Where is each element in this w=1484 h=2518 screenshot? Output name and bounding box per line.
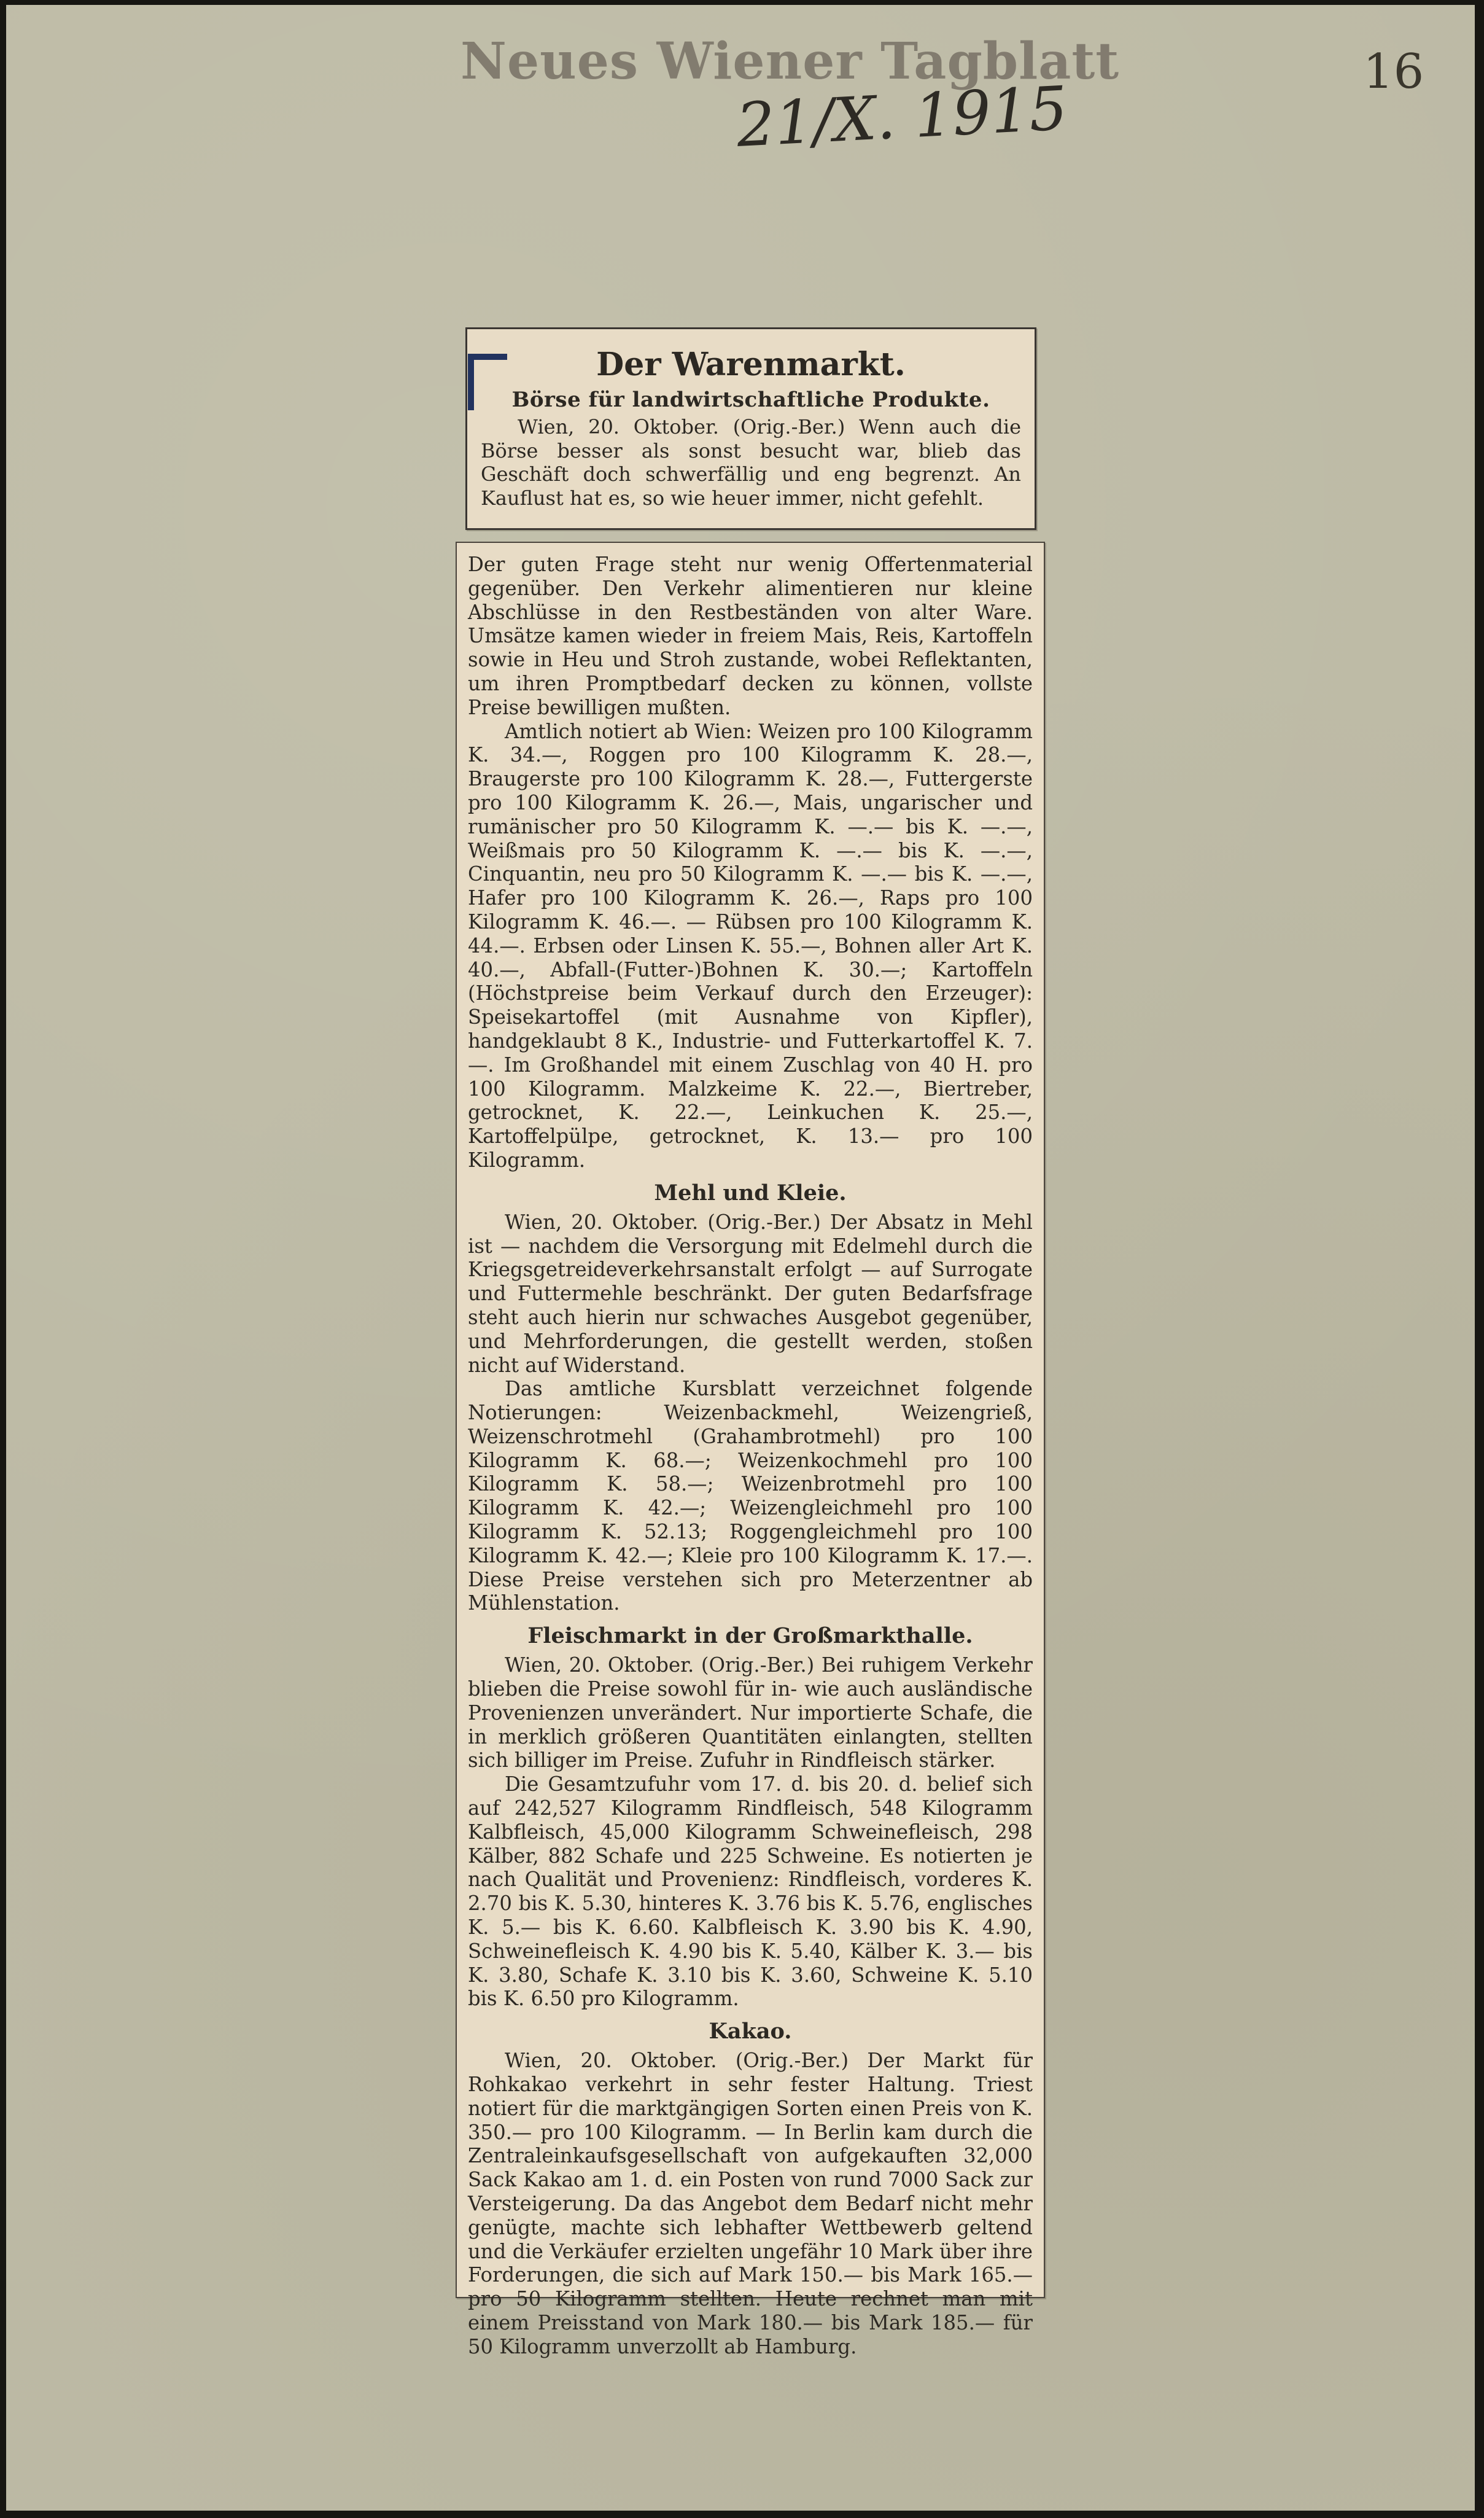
paragraph-market-demand: Der guten Frage steht nur wenig Offertenmaterial gegenüber. Den Verkehr alimentieren nur kleine Abschlüsse in den Restbeständen von alter Ware. Umsätze kamen wieder in freiem Mais, Reis, Kartoffeln sowie in Heu und Stroh zustande, wobei Reflektanten, um ihren Promptbedarf decken zu können, vollste Preise bewilligen mußten. xyxy=(468,553,1033,719)
paragraph-fleisch-1: Wien, 20. Oktober. (Orig.-Ber.) Bei ruhigem Verkehr blieben die Preise sowohl für in- wie auch ausländische Provenienzen unverändert. Nur importierte Schafe, die in merklich größeren Quantitäten einlangten, stellten sich billiger im Preise. Zufuhr in Rindfleisch stärker. xyxy=(468,1653,1033,1772)
article-title: Der Warenmarkt. xyxy=(596,346,906,383)
section-title-mehl: Mehl und Kleie. xyxy=(654,1180,847,1206)
archive-sheet xyxy=(6,5,1475,2511)
clipping-body xyxy=(456,542,1045,2358)
handwritten-date: 21/X. 1915 xyxy=(734,73,1070,161)
article-intro: Wien, 20. Oktober. (Orig.-Ber.) Wenn auch die Börse besser als sonst besucht war, blieb das Geschäft doch schwerfällig und eng begrenzt. An Kauflust hat es, so wie heuer immer, nicht gefehlt. xyxy=(481,415,1021,510)
paragraph-fleisch-2: Die Gesamtzufuhr vom 17. d. bis 20. d. belief sich auf 242,527 Kilogramm Rindfleisch, 548 Kilogramm Kalbfleisch, 45,000 Kilogramm Schweinefleisch, 298 Kälber, 882 Schafe und 225 Schweine. Es notierten je nach Qualität und Provenienz: Rindfleisch, vorderes K. 2.70 bis K. 5.30, hinteres K. 3.76 bis K. 5.76, englisches K. 5.— bis K. 6.60. Kalbfleisch K. 3.90 bis K. 4.90, Schweinefleisch K. 4.90 bis K. 5.40, Kälber K. 3.— bis K. 3.80, Schafe K. 3.10 bis K. 3.60, Schweine K. 5.10 bis K. 6.50 pro Kilogramm. xyxy=(468,1772,1033,2011)
clipping-header xyxy=(465,327,1036,530)
newspaper-stamp: Neues Wiener Tagblatt xyxy=(460,32,1120,91)
blue-pencil-mark-top xyxy=(468,354,507,360)
section-title-fleisch: Fleischmarkt in der Großmarkthalle. xyxy=(527,1623,973,1649)
paragraph-official-prices: Amtlich notiert ab Wien: Weizen pro 100 Kilogramm K. 34.—, Roggen pro 100 Kilogramm K. 28.—, Braugerste pro 100 Kilogramm K. 28.—, Futtergerste pro 100 Kilogramm K. 26.—, Mais, ungarischer und rumänischer pro 50 Kilogramm K. —.— bis K. —.—, Weißmais pro 50 Kilogramm K. —.— bis K. —.—, Cinquantin, neu pro 50 Kilogramm K. —.— bis K. —.—, Hafer pro 100 Kilogramm K. 26.—, Raps pro 100 Kilogramm K. 46.—. — Rübsen pro 100 Kilogramm K. 44.—. Erbsen oder Linsen K. 55.—, Bohnen aller Art K. 40.—, Abfall-(Futter-)Bohnen K. 30.—; Kartoffeln (Höchstpreise beim Verkauf durch den Erzeuger): Speisekartoffel (mit Ausnahme von Kipfler), handgeklaubt 8 K., Industrie- und Futterkartoffel K. 7.—. Im Großhandel mit einem Zuschlag von 40 H. pro 100 Kilogramm. Malzkeime K. 22.—, Biertreber, getrocknet, K. 22.—, Leinkuchen K. 25.—, Kartoffelpülpe, getrocknet, K. 13.— pro 100 Kilogramm. xyxy=(468,719,1033,1172)
page-number: 16 xyxy=(1363,44,1424,99)
paragraph-kakao: Wien, 20. Oktober. (Orig.-Ber.) Der Markt für Rohkakao verkehrt in sehr fester Haltung. Triest notiert für die marktgängigen Sorten einen Preis von K. 350.— pro 100 Kilogramm. — In Berlin kam durch die Zentraleinkaufsgesellschaft von aufgekauften 32,000 Sack Kakao am 1. d. ein Posten von rund 7000 Sack zur Versteigerung. Da das Angebot dem Bedarf nicht mehr genügte, machte sich lebhafter Wettbewerb geltend und die Verkäufer erzielten ungefähr 10 Mark über ihre Forderungen, die sich auf Mark 150.— bis Mark 165.— pro 50 Kilogramm stellten. Heute rechnet man mit einem Preisstand von Mark 180.— bis Mark 185.— für 50 Kilogramm unverzollt ab Hamburg. xyxy=(468,2049,1033,2358)
section-title-kakao: Kakao. xyxy=(709,2019,792,2044)
article-subtitle: Börse für landwirtschaftliche Produkte. xyxy=(511,388,990,412)
blue-pencil-mark xyxy=(468,354,474,410)
paragraph-mehl-1: Wien, 20. Oktober. (Orig.-Ber.) Der Absatz in Mehl ist — nachdem die Versorgung mit Edelmehl durch die Kriegsgetreideverkehrsanstalt erfolgt — auf Surrogate und Futtermehle beschränkt. Der guten Bedarfsfrage steht auch hierin nur schwaches Ausgebot gegenüber, und Mehrforderungen, die gestellt werden, stoßen nicht auf Widerstand. xyxy=(468,1210,1033,1377)
paragraph-mehl-2: Das amtliche Kursblatt verzeichnet folgende Notierungen: Weizenbackmehl, Weizengrieß, Weizenschrotmehl (Grahambrotmehl) pro 100 Kilogramm K. 68.—; Weizenkochmehl pro 100 Kilogramm K. 58.—; Weizenbrotmehl pro 100 Kilogramm K. 42.—; Weizengleichmehl pro 100 Kilogramm K. 52.13; Roggengleichmehl pro 100 Kilogramm K. 42.—; Kleie pro 100 Kilogramm K. 17.—. Diese Preise verstehen sich pro Meterzentner ab Mühlenstation. xyxy=(468,1377,1033,1615)
